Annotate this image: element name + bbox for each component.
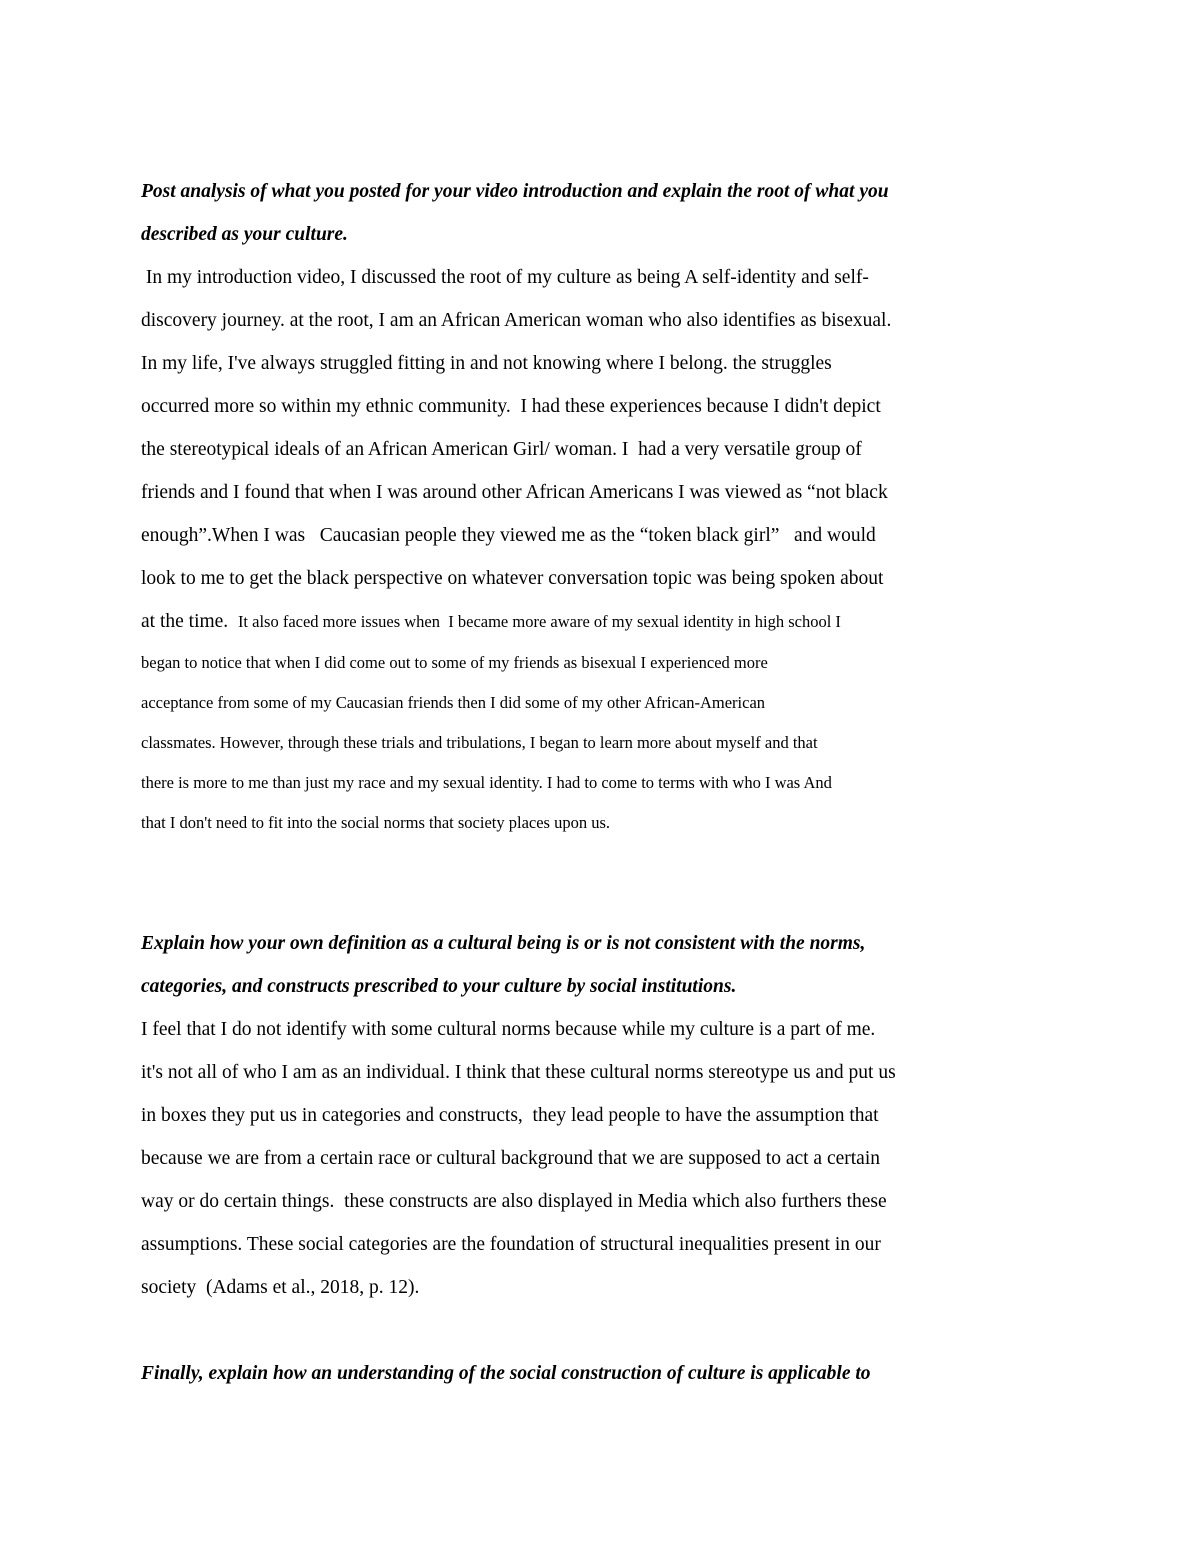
section-spacer [141,843,1056,922]
paragraph-line: society (Adams et al., 2018, p. 12). [141,1277,420,1298]
paragraph-line: In my life, I've always struggled fitting in and not knowing where I belong. the struggles [141,353,832,374]
paragraph-line: occurred more so within my ethnic community. I had these experiences because I didn't depict [141,396,881,417]
heading-line: described as your culture. [141,224,348,245]
paragraph-line: In my introduction video, I discussed the root of my culture as being A self-identity and self- [141,267,869,288]
paragraph-line-mixed [141,600,1056,643]
paragraph-line: the stereotypical ideals of an African American Girl/ woman. I had a very versatile group of [141,439,862,460]
paragraph-line: I feel that I do not identify with some cultural norms because while my culture is a part of me. [141,1019,876,1040]
paragraph-line: classmates. However, through these trials and tribulations, I began to learn more about myself and that [141,733,818,752]
paragraph-line: way or do certain things. these constructs are also displayed in Media which also furthers these [141,1191,887,1212]
paragraph-line: assumptions. These social categories are the foundation of structural inequalities present in our [141,1234,881,1255]
question-3-heading [141,1352,1056,1395]
question-2-heading [141,922,1056,1008]
answer-1-paragraph-continued [141,643,1056,843]
heading-line: categories, and constructs prescribed to your culture by social institutions. [141,976,737,997]
answer-1-paragraph [141,256,1056,643]
heading-line: Finally, explain how an understanding of the social construction of culture is applicable to [141,1363,871,1384]
document-body [141,170,1056,1395]
paragraph-line: that I don't need to fit into the social norms that society places upon us. [141,813,611,832]
paragraph-line: look to me to get the black perspective on whatever conversation topic was being spoken about [141,568,884,589]
heading-line: Post analysis of what you posted for your video introduction and explain the root of what you [141,181,889,202]
paragraph-line: because we are from a certain race or cultural background that we are supposed to act a certain [141,1148,881,1169]
paragraph-line: it's not all of who I am as an individual. I think that these cultural norms stereotype us and put us [141,1062,896,1083]
answer-2-paragraph [141,1008,1056,1309]
paragraph-fragment-small: It also faced more issues when I became more aware of my sexual identity in high school I [237,612,841,631]
paragraph-line: in boxes they put us in categories and constructs, they lead people to have the assumption that [141,1105,879,1126]
question-1-heading [141,170,1056,256]
paragraph-line: discovery journey. at the root, I am an African American woman who also identifies as bisexual. [141,310,892,331]
heading-line: Explain how your own definition as a cultural being is or is not consistent with the norms, [141,933,866,954]
paragraph-line: began to notice that when I did come out to some of my friends as bisexual I experienced more [141,653,768,672]
paragraph-fragment-large: at the time. [141,611,238,632]
paragraph-line: there is more to me than just my race and my sexual identity. I had to come to terms with who I was And [141,773,832,792]
paragraph-line: acceptance from some of my Caucasian friends then I did some of my other African-American [141,693,766,712]
paragraph-line: enough”.When I was Caucasian people they viewed me as the “token black girl” and would [141,525,876,546]
section-spacer [141,1309,1056,1352]
paragraph-line: friends and I found that when I was around other African Americans I was viewed as “not black [141,482,888,503]
